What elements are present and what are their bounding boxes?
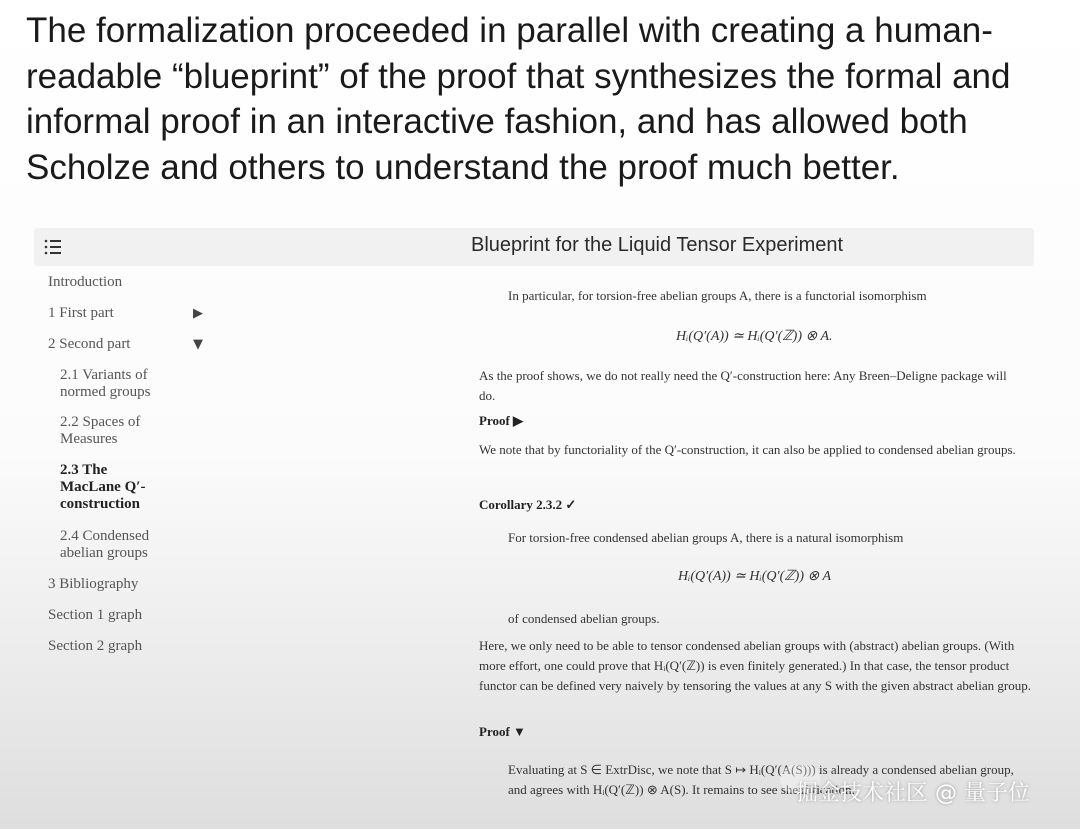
toc-item-introduction[interactable]: Introduction: [48, 274, 123, 290]
toc-item-section-2-graph[interactable]: Section 2 graph: [48, 638, 143, 654]
page-title: Blueprint for the Liquid Tensor Experiment: [471, 234, 844, 256]
corollary-heading: Corollary 2.3.2 ✓: [479, 497, 577, 512]
expand-triangle-icon[interactable]: ▶: [193, 306, 203, 321]
equation-isomorphism: Hᵢ(Q′(A)) ≃ Hᵢ(Q′(ℤ)) ⊗ A.: [676, 329, 833, 344]
blueprint-header: [34, 228, 1034, 266]
toc-sidebar: [34, 270, 219, 830]
paragraph-natural-isomorphism: For torsion-free condensed abelian groups A, there is a natural isomorphism: [508, 530, 904, 545]
toc-item-variants-of-normed-groups[interactable]: 2.1 Variants of normed groups: [60, 367, 151, 400]
paragraph-condensed-groups: of condensed abelian groups.: [508, 611, 660, 626]
proof-toggle-expanded[interactable]: Proof ▼: [479, 724, 526, 739]
toc-item-spaces-of-measures[interactable]: 2.2 Spaces of Measures: [60, 414, 141, 447]
toc-item-condensed-abelian-groups[interactable]: 2.4 Condensed abelian groups: [60, 528, 150, 561]
blueprint-screenshot: [34, 226, 1034, 829]
paragraph-functoriality: We note that by functoriality of the Q′-construction, it can also be applied to condensed abelian groups.: [479, 442, 1016, 457]
slide-caption: The formalization proceeded in parallel with creating a human-readable “blueprint” of the proof that synthesizes the formal and informal proof in an interactive fashion, and has allowed both Scholze and others to understand the proof much better.: [26, 11, 1011, 187]
watermark-text: 掘金技术社区 @ 量子位: [796, 781, 1030, 806]
toc-item-first-part[interactable]: 1 First part: [48, 305, 114, 321]
equation-condensed-isomorphism: Hᵢ(Q′(A)) ≃ Hᵢ(Q′(ℤ)) ⊗ A: [678, 569, 832, 584]
paragraph-breen-deligne: As the proof shows, we do not really need the Q′-construction here: Any Breen–Deligne package will do.: [479, 368, 1007, 403]
toc-item-bibliography[interactable]: 3 Bibliography: [48, 576, 139, 592]
paragraph-functorial-isomorphism: In particular, for torsion-free abelian groups A, there is a functorial isomorphism: [508, 288, 927, 303]
toc-item-second-part[interactable]: 2 Second part: [48, 336, 131, 352]
paragraph-proof-evaluation: Evaluating at S ∈ ExtrDisc, we note that S ↦ Hᵢ(Q′(A(S))) is already a condensed abelian group, and agrees with Hᵢ(Q′(ℤ)) ⊗ A(S). It remains to see sheafification.: [508, 762, 1014, 797]
list-icon[interactable]: [42, 237, 64, 257]
paragraph-tensor-product: Here, we only need to be able to tensor condensed abelian groups with (abstract) abelian groups. (With more effort, one could prove that Hᵢ(Q′(ℤ)) is even finitely generated.) In that case, the tensor product functor can be defined very naively by tensoring the values at any S with the given abstract abelian group.: [479, 638, 1031, 693]
toc-item-maclane-construction[interactable]: 2.3 The MacLane Q′-construction: [60, 462, 146, 512]
toc-item-section-1-graph[interactable]: Section 1 graph: [48, 607, 143, 623]
collapse-triangle-icon[interactable]: ▼: [193, 337, 203, 352]
proof-toggle-collapsed[interactable]: Proof ▶: [479, 413, 524, 428]
